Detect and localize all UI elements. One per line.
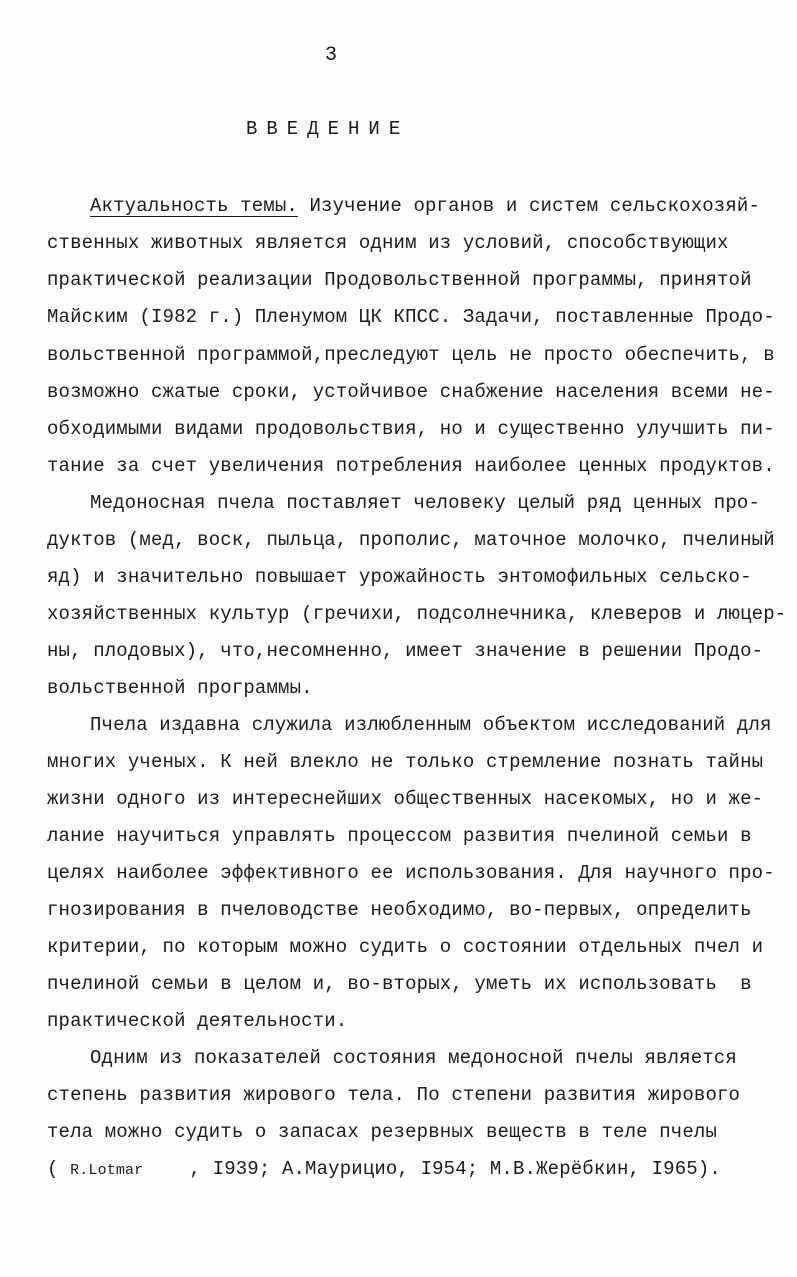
paragraph-1-line-4: Майским (I982 г.) Пленумом ЦК КПСС. Задачи, поставленные Продо- [47, 306, 775, 328]
paragraph-4-line-3: тела можно судить о запасах резервных веществ в теле пчелы [47, 1121, 718, 1143]
paragraph-3-line-2: многих ученых. К ней влекло не только стремление познать тайны [47, 751, 764, 773]
citation-open-paren: ( [47, 1158, 71, 1180]
paragraph-1-line-8: тание за счет увеличения потребления наиболее ценных продуктов. [47, 455, 775, 477]
paragraph-3-line-7: критерии, по которым можно судить о состоянии отдельных пчел и [47, 936, 764, 958]
paragraph-3-line-8: пчелиной семьи в целом и, во-вторых, уметь их использовать в [47, 973, 752, 995]
paragraph-4-line-2: степень развития жирового тела. По степени развития жирового [47, 1084, 741, 1106]
paragraph-3-line-3: жизни одного из интереснейших общественных насекомых, но и же- [47, 788, 764, 810]
page-number: 3 [325, 44, 338, 67]
paragraph-1-line-3: практической реализации Продовольственной программы, принятой [47, 269, 752, 291]
paragraph-3-line-6: гнозирования в пчеловодстве необходимо, во-первых, определить [47, 899, 752, 921]
paragraph-3-line-9: практической деятельности. [47, 1010, 348, 1032]
paragraph-3-line-4: лание научиться управлять процессом развития пчелиной семьи в [47, 825, 752, 847]
topic-relevance-label: Актуальность темы. [90, 195, 298, 217]
paragraph-2-line-1: Медоносная пчела поставляет человеку целый ряд ценных про- [90, 492, 761, 514]
section-heading: ВВЕДЕНИЕ [246, 118, 410, 140]
paragraph-4-line-1: Одним из показателей состояния медоносной пчелы является [90, 1047, 737, 1069]
paragraph-1-line-2: ственных животных является одним из условий, способствующих [47, 232, 729, 254]
paragraph-1-line-7: обходимыми видами продовольствия, но и существенно улучшить пи- [47, 418, 775, 440]
paragraph-3-line-5: целях наиболее эффективного ее использования. Для научного про- [47, 862, 775, 884]
paragraph-1-line-1 [90, 193, 760, 219]
paragraph-2-line-5: ны, плодовых), что,несомненно, имеет значение в решении Продо- [47, 640, 764, 662]
paragraph-1-line-5: вольственной программой,преследуют цель не просто обеспечить, в [47, 344, 775, 366]
citation-latin-author: R.Lotmar [70, 1162, 144, 1179]
paragraph-1-line-1-text: Изучение органов и систем сельскохозяй- [297, 195, 761, 217]
paragraph-2-line-4: хозяйственных культур (гречихи, подсолнечника, клеверов и люцер- [47, 603, 787, 625]
paragraph-1-line-6: возможно сжатые сроки, устойчивое снабжение населения всеми не- [47, 381, 775, 403]
paragraph-2-line-3: яд) и значительно повышает урожайность энтомофильных сельско- [47, 566, 752, 588]
paragraph-3-line-1: Пчела издавна служила излюбленным объектом исследований для [90, 714, 772, 736]
paragraph-4-line-4 [47, 1156, 721, 1184]
paragraph-2-line-2: дуктов (мед, воск, пыльца, прополис, маточное молочко, пчелиный [47, 529, 775, 551]
citation-references: , I939; А.Маурицио, I954; М.В.Жерёбкин, I965). [143, 1158, 721, 1180]
paragraph-2-line-6: вольственной программы. [47, 677, 313, 699]
